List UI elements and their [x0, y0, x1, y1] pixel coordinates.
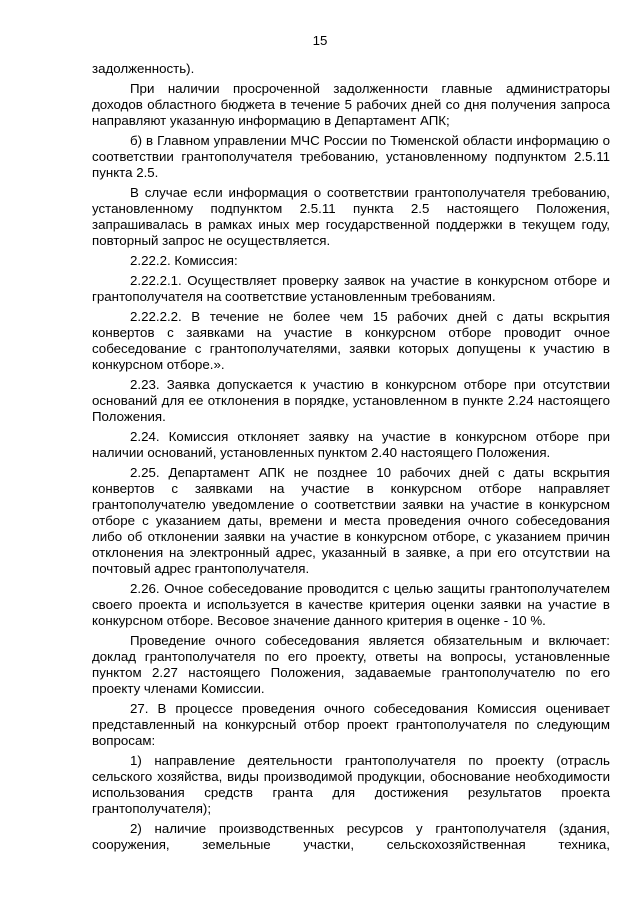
paragraph: 2.24. Комиссия отклоняет заявку на участие в конкурсном отборе при наличии оснований, установленных пунктом 2.40 настоящего Положения.: [92, 429, 610, 460]
paragraph: задолженность).: [92, 61, 195, 76]
paragraph: 2.22.2. Комиссия:: [130, 253, 238, 268]
paragraph: 2.23. Заявка допускается к участию в конкурсном отборе при отсутствии оснований для ее отклонения в порядке, установленном в пункте 2.24 настоящего Положения.: [92, 377, 610, 424]
paragraph: При наличии просроченной задолженности главные администраторы доходов областного бюджета в течение 5 рабочих дней со дня получения запроса направляют указанную информацию в Департамент АПК;: [92, 81, 610, 128]
paragraph: 2.22.2.1. Осуществляет проверку заявок на участие в конкурсном отборе и грантополучателя на соответствие установленным требованиям.: [92, 273, 610, 304]
paragraph: 27. В процессе проведения очного собеседования Комиссия оценивает представленный на конкурсный отбор проект грантополучателя по следующим вопросам:: [92, 701, 610, 748]
paragraph: 2.26. Очное собеседование проводится с целью защиты грантополучателем своего проекта и используется в качестве критерия оценки заявки на участие в конкурсном отборе. Весовое значение данного критерия в оценке - 10 %.: [92, 581, 610, 628]
paragraph: В случае если информация о соответствии грантополучателя требованию, установленному подпунктом 2.5.11 пункта 2.5 настоящего Положения, запрашивалась в рамках иных мер государственной поддержки в текущем году, повторный запрос не осуществляется.: [92, 185, 610, 248]
paragraph: 2) наличие производственных ресурсов у грантополучателя (здания, сооружения, земельные участки, сельскохозяйственная техника,: [92, 821, 610, 852]
document-body: [92, 61, 610, 857]
paragraph: 2.22.2.2. В течение не более чем 15 рабочих дней с даты вскрытия конвертов с заявками на участие в конкурсном отборе проводит очное собеседование с грантополучателями, заявки которых допущены к участию в конкурсном отборе.».: [92, 309, 610, 372]
page-number: 15: [312, 33, 328, 48]
paragraph: Проведение очного собеседования является обязательным и включает: доклад грантополучателя по его проекту, ответы на вопросы, установленные пунктом 2.27 настоящего Положения, задаваемые грантополучателю по его проекту членами Комиссии.: [92, 633, 610, 696]
paragraph: 1) направление деятельности грантополучателя по проекту (отрасль сельского хозяйства, виды производимой продукции, обоснование необходимости использования средств гранта для достижения результатов проекта грантополучателя);: [92, 753, 610, 816]
paragraph: б) в Главном управлении МЧС России по Тюменской области информацию о соответствии грантополучателя требованию, установленному подпунктом 2.5.11 пункта 2.5.: [92, 133, 610, 180]
paragraph: 2.25. Департамент АПК не позднее 10 рабочих дней с даты вскрытия конвертов с заявками на участие в конкурсном отборе направляет грантополучателю уведомление о соответствии заявки на участие в конкурсном отборе с указанием даты, времени и места проведения очного собеседования либо об отклонении заявки на участие в конкурсном отборе, с указанием причин отклонения на электронный адрес, указанный в заявке, а при его отсутствии на почтовый адрес грантополучателя.: [92, 465, 610, 576]
